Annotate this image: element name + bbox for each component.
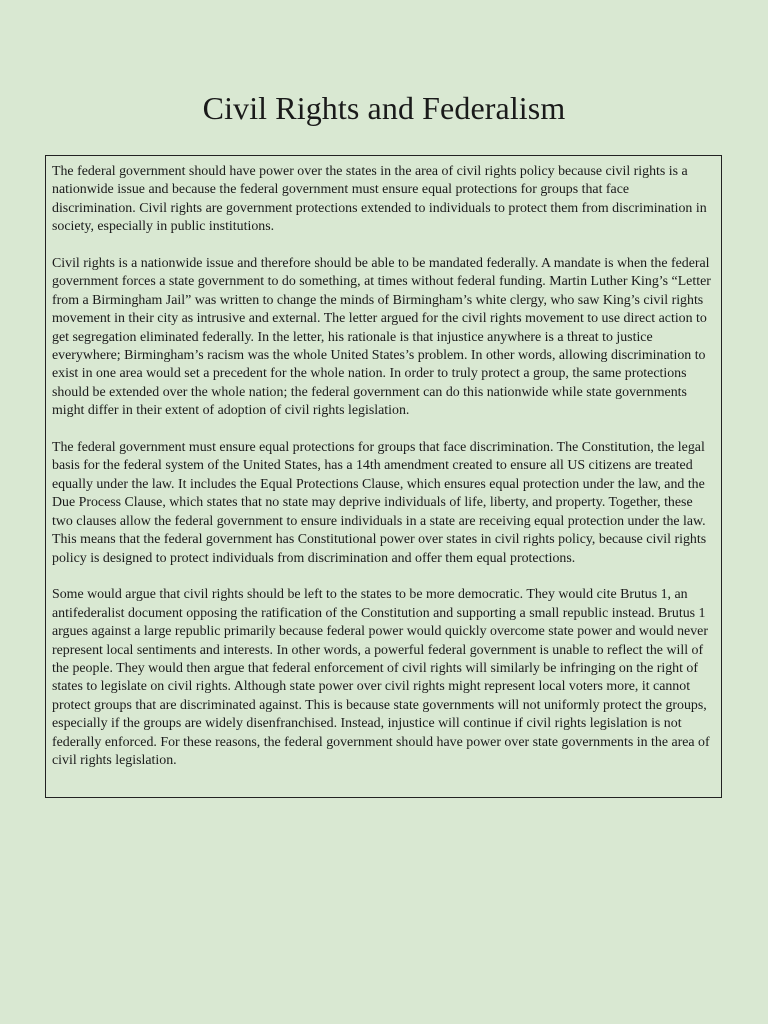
essay-box bbox=[45, 155, 722, 798]
essay-paragraph-1: The federal government should have power over the states in the area of civil rights policy because civil rights is a nationwide issue and because the federal government must ensure equal protections for groups that face discrimination. Civil rights are government protections extended to individuals to protect them from discrimination in society, especially in public institutions. bbox=[52, 164, 707, 235]
essay-paragraph-3: The federal government must ensure equal protections for groups that face discrimination. The Constitution, the legal basis for the federal system of the United States, has a 14th amendment created to ensure all US citizens are treated equally under the law. It includes the Equal Protections Clause, which ensures equal protection under the law, and the Due Process Clause, which states that no state may deprive individuals of life, liberty, and property. Together, these two clauses allow the federal government to ensure individuals in a state are receiving equal protection under the law. This means that the federal government has Constitutional power over states in civil rights policy, because civil rights policy is designed to protect individuals from discrimination and offer them equal protections. bbox=[52, 440, 707, 566]
essay-paragraph-2: Civil rights is a nationwide issue and therefore should be able to be mandated federally. A mandate is when the federal government forces a state government to do something, at times without federal funding. Martin Luther King’s “Letter from a Birmingham Jail” was written to change the minds of Birmingham’s white clergy, who saw King’s civil rights movement in their city as intrusive and external. The letter argued for the civil rights movement to use direct action to get segregation eliminated federally. In the letter, his rationale is that injustice anywhere is a threat to justice everywhere; Birmingham’s racism was the whole United States’s problem. In other words, allowing discrimination to exist in one area would set a precedent for the whole nation. In order to truly protect a group, the same protections should be extended over the whole nation; the federal government can do this nationwide while state governments might differ in their extent of adoption of civil rights legislation. bbox=[52, 256, 711, 419]
essay-paragraph-4: Some would argue that civil rights should be left to the states to be more democratic. They would cite Brutus 1, an antifederalist document opposing the ratification of the Constitution and supporting a small republic instead. Brutus 1 argues against a large republic primarily because federal power would quickly overcome state power and would never represent local sentiments and interests. In other words, a powerful federal government is unable to reflect the will of the people. They would then argue that federal enforcement of civil rights will similarly be infringing on the right of states to legislate on civil rights. Although state power over civil rights might represent local voters more, it cannot protect groups that are discriminated against. This is because state governments will not uniformly protect the groups, especially if the groups are widely disenfranchised. Instead, injustice will continue if civil rights legislation is not federally enforced. For these reasons, the federal government should have power over state governments in the area of civil rights legislation. bbox=[52, 587, 710, 768]
page-title: Civil Rights and Federalism bbox=[202, 90, 566, 126]
